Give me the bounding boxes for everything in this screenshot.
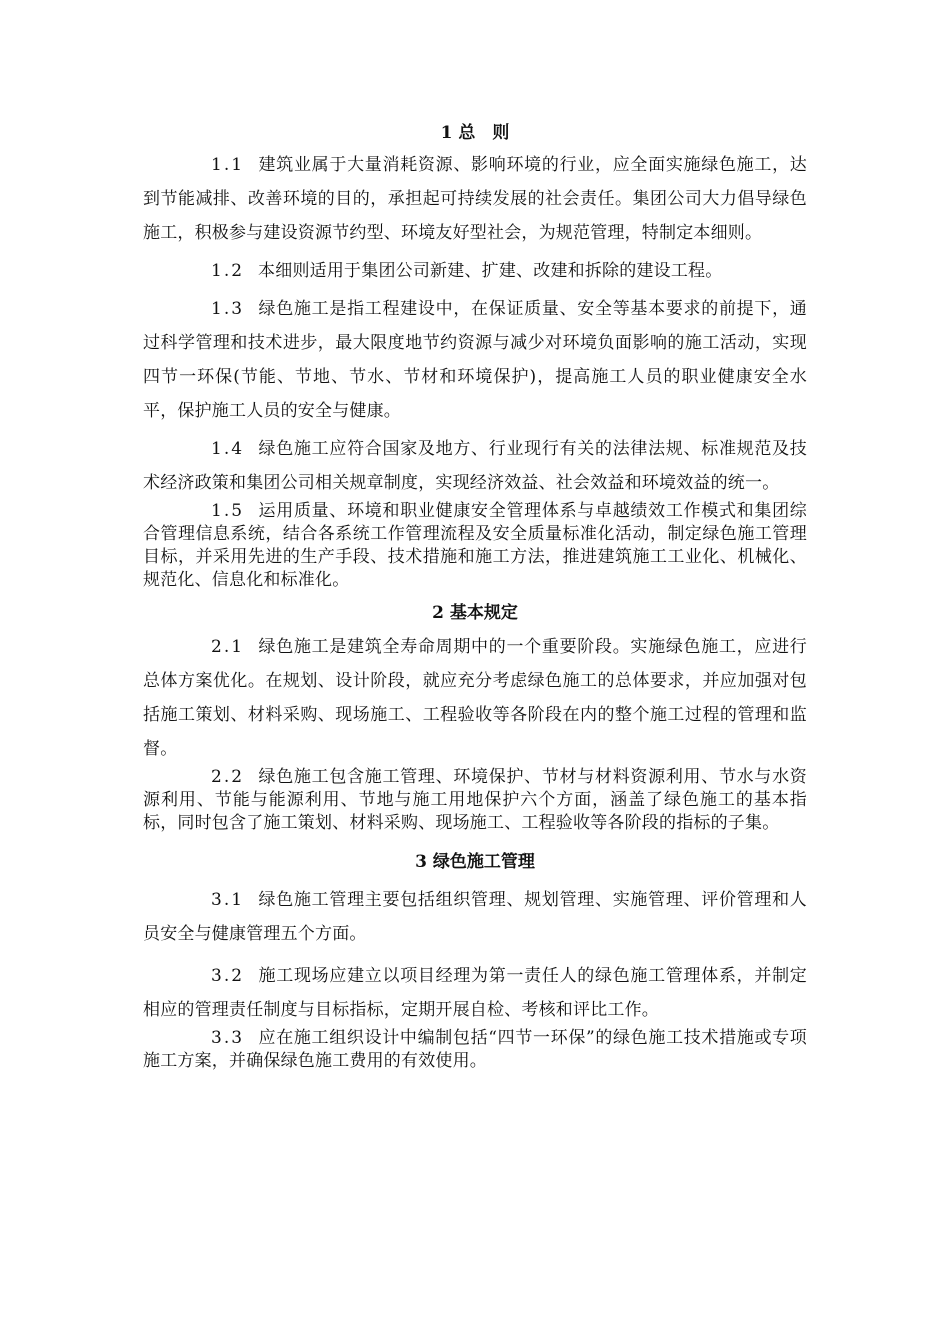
clause-1-1 [143,148,807,250]
clause-number: 1.4 [211,439,245,459]
clause-1-5 [143,500,807,592]
clause-1-2 [143,254,807,288]
clause-text: 运用质量、环境和职业健康安全管理体系与卓越绩效工作模式和集团综合管理信息系统，结合各系统工作管理流程及安全质量标准化活动，制定绿色施工管理目标，并采用先进的生产手段、技术措施和施工方法，推进建筑施工工业化、机械化、规范化、信息化和标准化。 [143,501,807,590]
section-heading-3: 3 绿色施工管理 [415,852,535,872]
clause-number: 3.1 [211,890,245,910]
clause-text: 绿色施工包含施工管理、环境保护、节材与材料资源利用、节水与水资源利用、节能与能源利用、节地与施工用地保护六个方面，涵盖了绿色施工的基本指标，同时包含了施工策划、材料采购、现场施工、工程验收等各阶段的指标的子集。 [143,767,807,833]
clause-text: 绿色施工是指工程建设中，在保证质量、安全等基本要求的前提下，通过科学管理和技术进步，最大限度地节约资源与减少对环境负面影响的施工活动，实现四节一环保(节能、节地、节水、节材和环境保护)，提高施工人员的职业健康安全水平，保护施工人员的安全与健康。 [143,299,807,421]
clause-number: 1.2 [211,261,245,281]
clause-number: 1.1 [211,155,245,175]
clause-2-1 [143,630,807,766]
clause-text: 建筑业属于大量消耗资源、影响环境的行业，应全面实施绿色施工，达到节能减排、改善环境的目的，承担起可持续发展的社会责任。集团公司大力倡导绿色施工，积极参与建设资源节约型、环境友好型社会，为规范管理，特制定本细则。 [143,155,807,243]
clause-text: 应在施工组织设计中编制包括“四节一环保”的绿色施工技术措施或专项施工方案，并确保绿色施工费用的有效使用。 [143,1028,807,1071]
clause-text: 绿色施工应符合国家及地方、行业现行有关的法律法规、标准规范及技术经济政策和集团公司相关规章制度，实现经济效益、社会效益和环境效益的统一。 [143,439,807,493]
clause-number: 1.5 [211,501,245,521]
document-page [143,118,807,1073]
clause-text: 绿色施工管理主要包括组织管理、规划管理、实施管理、评价管理和人员安全与健康管理五个方面。 [143,890,807,944]
clause-text: 本细则适用于集团公司新建、扩建、改建和拆除的建设工程。 [258,261,723,281]
clause-number: 2.1 [211,637,245,657]
clause-number: 3.3 [211,1028,245,1048]
clause-1-3 [143,292,807,428]
section-heading-1: 1 总 则 [440,123,510,143]
clause-number: 3.2 [211,966,245,986]
clause-3-2 [143,959,807,1027]
clause-3-1 [143,883,807,951]
clause-number: 2.2 [211,767,245,787]
clause-1-4 [143,432,807,500]
clause-3-3 [143,1027,807,1073]
clause-number: 1.3 [211,299,245,319]
section-heading-2: 2 基本规定 [432,603,518,623]
clause-2-2 [143,766,807,835]
clause-text: 绿色施工是建筑全寿命周期中的一个重要阶段。实施绿色施工，应进行总体方案优化。在规划、设计阶段，就应充分考虑绿色施工的总体要求，并应加强对包括施工策划、材料采购、现场施工、工程验收等各阶段在内的整个施工过程的管理和监督。 [143,637,807,759]
clause-text: 施工现场应建立以项目经理为第一责任人的绿色施工管理体系，并制定相应的管理责任制度与目标指标，定期开展自检、考核和评比工作。 [143,966,807,1020]
